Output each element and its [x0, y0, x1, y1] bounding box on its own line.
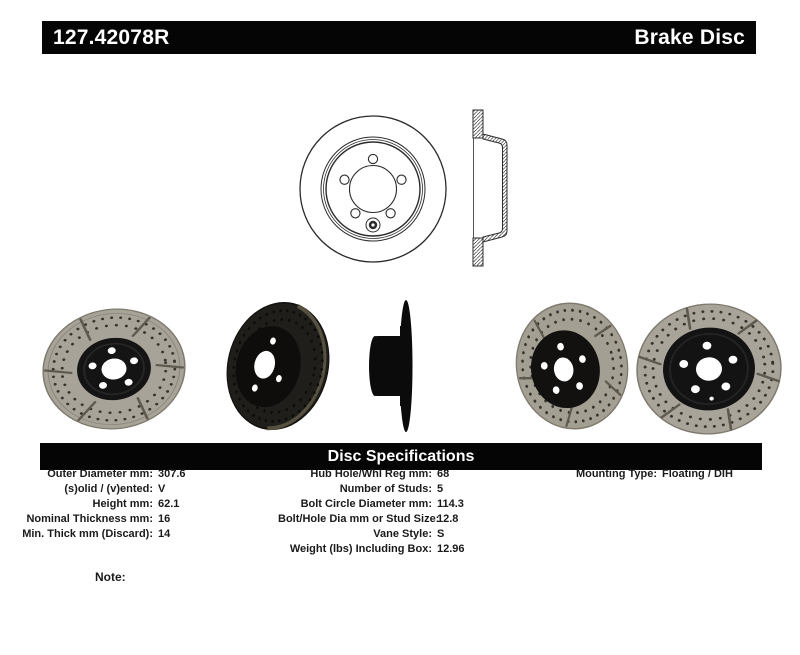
spec-value: 5: [437, 483, 444, 495]
spec-row-vane-style: [278, 527, 465, 542]
spec-row-number-of-studs: [278, 482, 465, 497]
spec-label: Nominal Thickness mm:: [26, 513, 153, 525]
spec-row-min-thick: [10, 527, 186, 542]
spec-value: 16: [158, 513, 171, 525]
spec-row-bolt-hole-dia: [278, 512, 465, 527]
spec-column-3: [556, 467, 733, 482]
rotor-photo-side: [358, 296, 428, 438]
spec-value: 62.1: [158, 498, 180, 510]
side-silhouette: [369, 300, 413, 432]
header-bar: [42, 21, 756, 54]
spec-label: Bolt Circle Diameter mm:: [300, 498, 432, 510]
spec-row-mounting-type: [556, 467, 733, 482]
spec-row-height: [10, 497, 186, 512]
part-number: 127.42078R: [53, 25, 170, 49]
spec-label: Hub Hole/Whl Reg mm:: [310, 468, 432, 480]
spec-label: Outer Diameter mm:: [47, 468, 153, 480]
spec-column-2: [278, 467, 465, 557]
note-label: Note:: [95, 570, 126, 584]
spec-value: V: [158, 483, 166, 495]
technical-drawing: [286, 104, 514, 270]
rotor-photo-angle-left: [204, 299, 354, 435]
spec-value: 12.8: [437, 513, 459, 525]
spec-label: Bolt/Hole Dia mm or Stud Size:: [278, 513, 440, 525]
spec-label: Vane Style:: [373, 528, 432, 540]
spec-label: Mounting Type:: [575, 468, 657, 480]
spec-label: Weight (lbs) Including Box:: [289, 543, 432, 555]
spec-value: 114.3: [437, 498, 464, 510]
spec-label: Number of Studs:: [339, 483, 432, 495]
rotor-photo-front-1: [38, 306, 190, 434]
spec-label: Height mm:: [92, 498, 153, 510]
product-type: Brake Disc: [634, 25, 745, 49]
front-view-drawing: [300, 116, 446, 262]
spec-value: 14: [158, 528, 171, 540]
spec-value: 12.96: [437, 543, 465, 555]
spec-row-solid-vented: [10, 482, 186, 497]
spec-row-bolt-circle: [278, 497, 465, 512]
rotor-photo-front-2: [624, 301, 796, 439]
spec-value: 307.6: [158, 468, 186, 480]
spec-value: Floating / DIH: [662, 468, 733, 480]
spec-value: S: [437, 528, 445, 540]
spec-row-nominal-thickness: [10, 512, 186, 527]
spec-title-bar: [40, 443, 762, 470]
screw-hole: [366, 218, 380, 232]
spec-title: Disc Specifications: [327, 448, 475, 465]
spec-row-weight: [278, 542, 465, 557]
section-view-drawing: [473, 110, 507, 266]
spec-label: Min. Thick mm (Discard):: [22, 528, 153, 540]
spec-label: (s)olid / (v)ented:: [64, 483, 153, 495]
spec-column-1: [10, 467, 186, 542]
spec-row-hub-hole: [278, 467, 465, 482]
spec-value: 68: [437, 468, 450, 480]
spec-row-outer-diameter: [10, 467, 186, 482]
